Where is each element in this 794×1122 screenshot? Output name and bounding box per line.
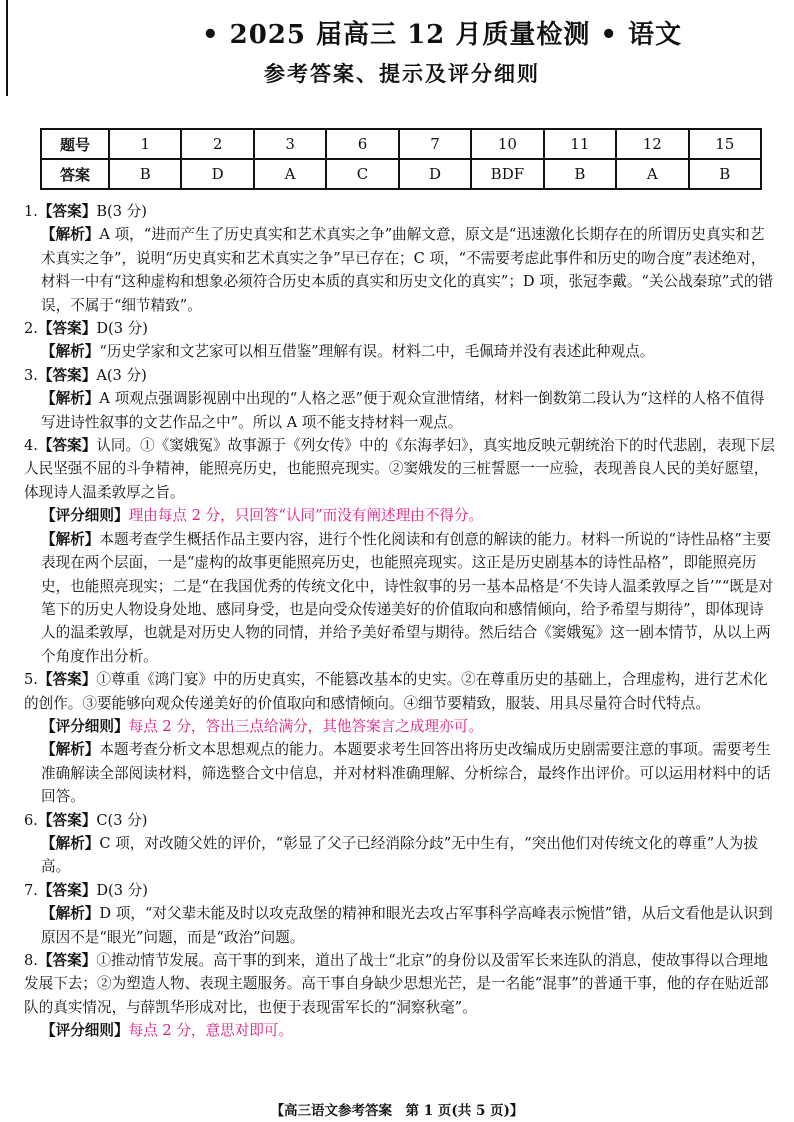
question-number-cell: 11 xyxy=(544,129,616,159)
answer-tag: 【答案】 xyxy=(37,671,97,689)
question-number-cell: 12 xyxy=(616,129,688,159)
question-number-cell: 10 xyxy=(471,129,543,159)
q1-answer xyxy=(24,200,778,223)
q2-number: 2. xyxy=(24,320,38,338)
analysis-tag: 【解析】 xyxy=(41,905,100,923)
q8-answer-text: ①推动情节发展。高干事的到来，道出了战士“北京”的身份以及雷军长来连队的消息，使故事得以合理地发展下去；②为塑造人物、表现主题服务。高干事自身缺少思想光芒，是一名能“混事”的普通干事，他的存在贴近部队的真实情况，与薛凯华形成对比，也便于表现雷军长的“洞察秋毫”。 xyxy=(24,952,769,1016)
q4-number: 4. xyxy=(24,437,38,455)
answer-cell: D xyxy=(399,159,471,189)
q5-answer-text: ①尊重《鸿门宴》中的历史真实，不能篡改基本的史实。②在尊重历史的基础上，合理虚构，进行艺术化的创作。③要能够向观众传递美好的价值取向和感情倾向。④细节要精致，服装、用具尽量符合时代特点。 xyxy=(24,671,768,712)
q2-analysis-text: “历史学家和文艺家可以相互借鉴”理解有误。材料二中，毛佩琦并没有表述此种观点。 xyxy=(99,343,655,361)
analysis-tag: 【解析】 xyxy=(41,741,100,759)
q3-answer xyxy=(24,364,778,387)
q8-scoring xyxy=(24,1019,778,1042)
q8-number: 8. xyxy=(24,952,38,969)
q1-answer-text: B(3 分) xyxy=(96,203,147,220)
answer-cell: B xyxy=(544,159,616,189)
q6-answer-text: C(3 分) xyxy=(96,811,148,829)
scoring-tag: 【评分细则】 xyxy=(41,507,129,525)
q7-answer-text: D(3 分) xyxy=(96,881,148,899)
row-label-question: 题号 xyxy=(41,129,109,159)
answer-cell: C xyxy=(326,159,398,189)
answer-tag: 【答案】 xyxy=(37,811,97,829)
scoring-tag: 【评分细则】 xyxy=(41,717,129,735)
q6-analysis xyxy=(24,832,778,879)
q1-analysis-text: A 项，“进而产生了历史真实和艺术真实之争”曲解文意，原文是“迅速激化长期存在的所谓历史真实和艺术真实之争”，说明“历史真实和艺术真实之争”早已存在；C 项，“不需要考虑此事件和历史的吻合度”表述绝对，材料一中有“这种虚构和想象必须符合历史本质的真实和历史文化的真实”；D 项，张冠李戴。“关公战秦琼”式的错误，不属于“细节精致”。 xyxy=(41,226,774,314)
question-number-cell: 2 xyxy=(181,129,253,159)
analysis-tag: 【解析】 xyxy=(41,390,100,408)
q7-analysis xyxy=(24,902,778,949)
q8-scoring-text: 每点 2 分，意思对即可。 xyxy=(128,1022,294,1040)
q4-analysis xyxy=(24,528,778,668)
q5-scoring-text: 每点 2 分，答出三点给满分，其他答案言之成理亦可。 xyxy=(128,717,483,735)
analysis-tag: 【解析】 xyxy=(41,343,100,361)
answer-cell: A xyxy=(254,159,326,189)
answer-cell: D xyxy=(181,159,253,189)
answer-tag: 【答案】 xyxy=(37,437,97,455)
q4-answer xyxy=(24,434,778,504)
page-subtitle: 参考答案、提示及评分细则 xyxy=(264,61,540,86)
answer-tag: 【答案】 xyxy=(37,203,97,220)
q4-scoring xyxy=(24,504,778,527)
answer-cell: B xyxy=(689,159,762,189)
q6-answer xyxy=(24,809,778,832)
question-number-row xyxy=(41,129,761,159)
q4-answer-text: 认同。①《窦娥冤》故事源于《列女传》中的《东海孝妇》，真实地反映元朝统治下的时代悲剧，表现下层人民坚强不屈的斗争精神，能照亮历史，也能照亮现实。②窦娥发的三桩誓愿一一应验，表现善良人民的美好愿望，体现诗人温柔敦厚之旨。 xyxy=(24,437,775,501)
q6-number: 6. xyxy=(24,811,38,829)
q3-analysis xyxy=(24,387,778,434)
q5-analysis-text: 本题考查分析文本思想观点的能力。本题要求考生回答出将历史改编成历史剧需要注意的事项。需要考生准确解读全部阅读材料，筛选整合文中信息，并对材料准确理解、分析综合，最终作出评价。可以运用材料中的话回答。 xyxy=(41,741,771,806)
question-number-cell: 6 xyxy=(326,129,398,159)
q5-number: 5. xyxy=(24,671,38,689)
answer-table xyxy=(40,128,762,190)
analysis-tag: 【解析】 xyxy=(41,530,100,548)
answer-cell: B xyxy=(109,159,181,189)
q4-analysis-text: 本题考查学生概括作品主要内容，进行个性化阅读和有创意的解读的能力。材料一所说的“诗性品格”主要表现在两个层面，一是“虚构的故事更能照亮历史，也能照亮现实。这正是历史剧基本的诗性品格”，即能照亮历史，也能照亮现实；二是“在我国优秀的传统文化中，诗性叙事的另一基本品格是‘不失诗人温柔敦厚之旨’”“既是对笔下的历史人物设身处地、感同身受，也是向受众传递美好的价值取向和感情倾向，给予希望与期待”，即体现诗人的温柔敦厚，也就是对历史人物的同情，并给予美好希望与期待。然后结合《窦娥冤》这一剧本情节，从以上两个角度作出分析。 xyxy=(41,530,774,665)
answer-tag: 【答案】 xyxy=(37,952,97,969)
q5-analysis xyxy=(24,738,778,808)
q7-number: 7. xyxy=(24,881,38,899)
answer-row xyxy=(41,159,761,189)
question-number-cell: 3 xyxy=(254,129,326,159)
q2-analysis xyxy=(24,340,778,363)
q2-answer xyxy=(24,317,778,340)
page-footer: 【高三语文参考答案 第 1 页(共 5 页)】 xyxy=(270,1103,524,1119)
q3-analysis-text: A 项观点强调影视剧中出现的“人格之恶”便于观众宣泄情绪，材料一倒数第二段认为“这样的人格不值得写进诗性叙事的文艺作品之中”。所以 A 项不能支持材料一观点。 xyxy=(41,390,765,431)
analysis-tag: 【解析】 xyxy=(41,226,100,244)
q7-answer xyxy=(24,879,778,902)
q3-answer-text: A(3 分) xyxy=(96,366,147,384)
answer-tag: 【答案】 xyxy=(37,881,97,899)
row-label-answer: 答案 xyxy=(41,159,109,189)
q6-analysis-text: C 项，对改随父姓的评价，“彰显了父子已经消除分歧”无中生有，“突出他们对传统文化的尊重”人为拔高。 xyxy=(41,834,758,876)
q8-answer xyxy=(24,949,778,1019)
q2-answer-text: D(3 分) xyxy=(96,320,148,338)
q3-number: 3. xyxy=(24,366,38,384)
answer-tag: 【答案】 xyxy=(37,320,97,338)
answer-explanations xyxy=(24,200,778,1043)
q1-analysis xyxy=(24,223,778,317)
analysis-tag: 【解析】 xyxy=(41,834,100,852)
answer-cell: A xyxy=(616,159,688,189)
q4-scoring-text: 理由每点 2 分，只回答“认同”而没有阐述理由不得分。 xyxy=(128,507,484,525)
q5-answer xyxy=(24,668,778,715)
question-number-cell: 1 xyxy=(109,129,181,159)
q5-scoring xyxy=(24,715,778,738)
answer-cell: BDF xyxy=(471,159,543,189)
q7-analysis-text: D 项，“对父辈未能及时以攻克敌堡的精神和眼光去攻占军事科学高峰表示惋惜”错，从后文看他是认识到原因不是“眼光”问题，而是“政治”问题。 xyxy=(41,905,773,946)
page-title: • 2025 届高三 12 月质量检测 • 语文 xyxy=(201,20,683,50)
q1-number: 1. xyxy=(24,203,38,220)
question-number-cell: 7 xyxy=(399,129,471,159)
answer-tag: 【答案】 xyxy=(37,366,97,384)
scoring-tag: 【评分细则】 xyxy=(41,1022,129,1040)
question-number-cell: 15 xyxy=(689,129,762,159)
